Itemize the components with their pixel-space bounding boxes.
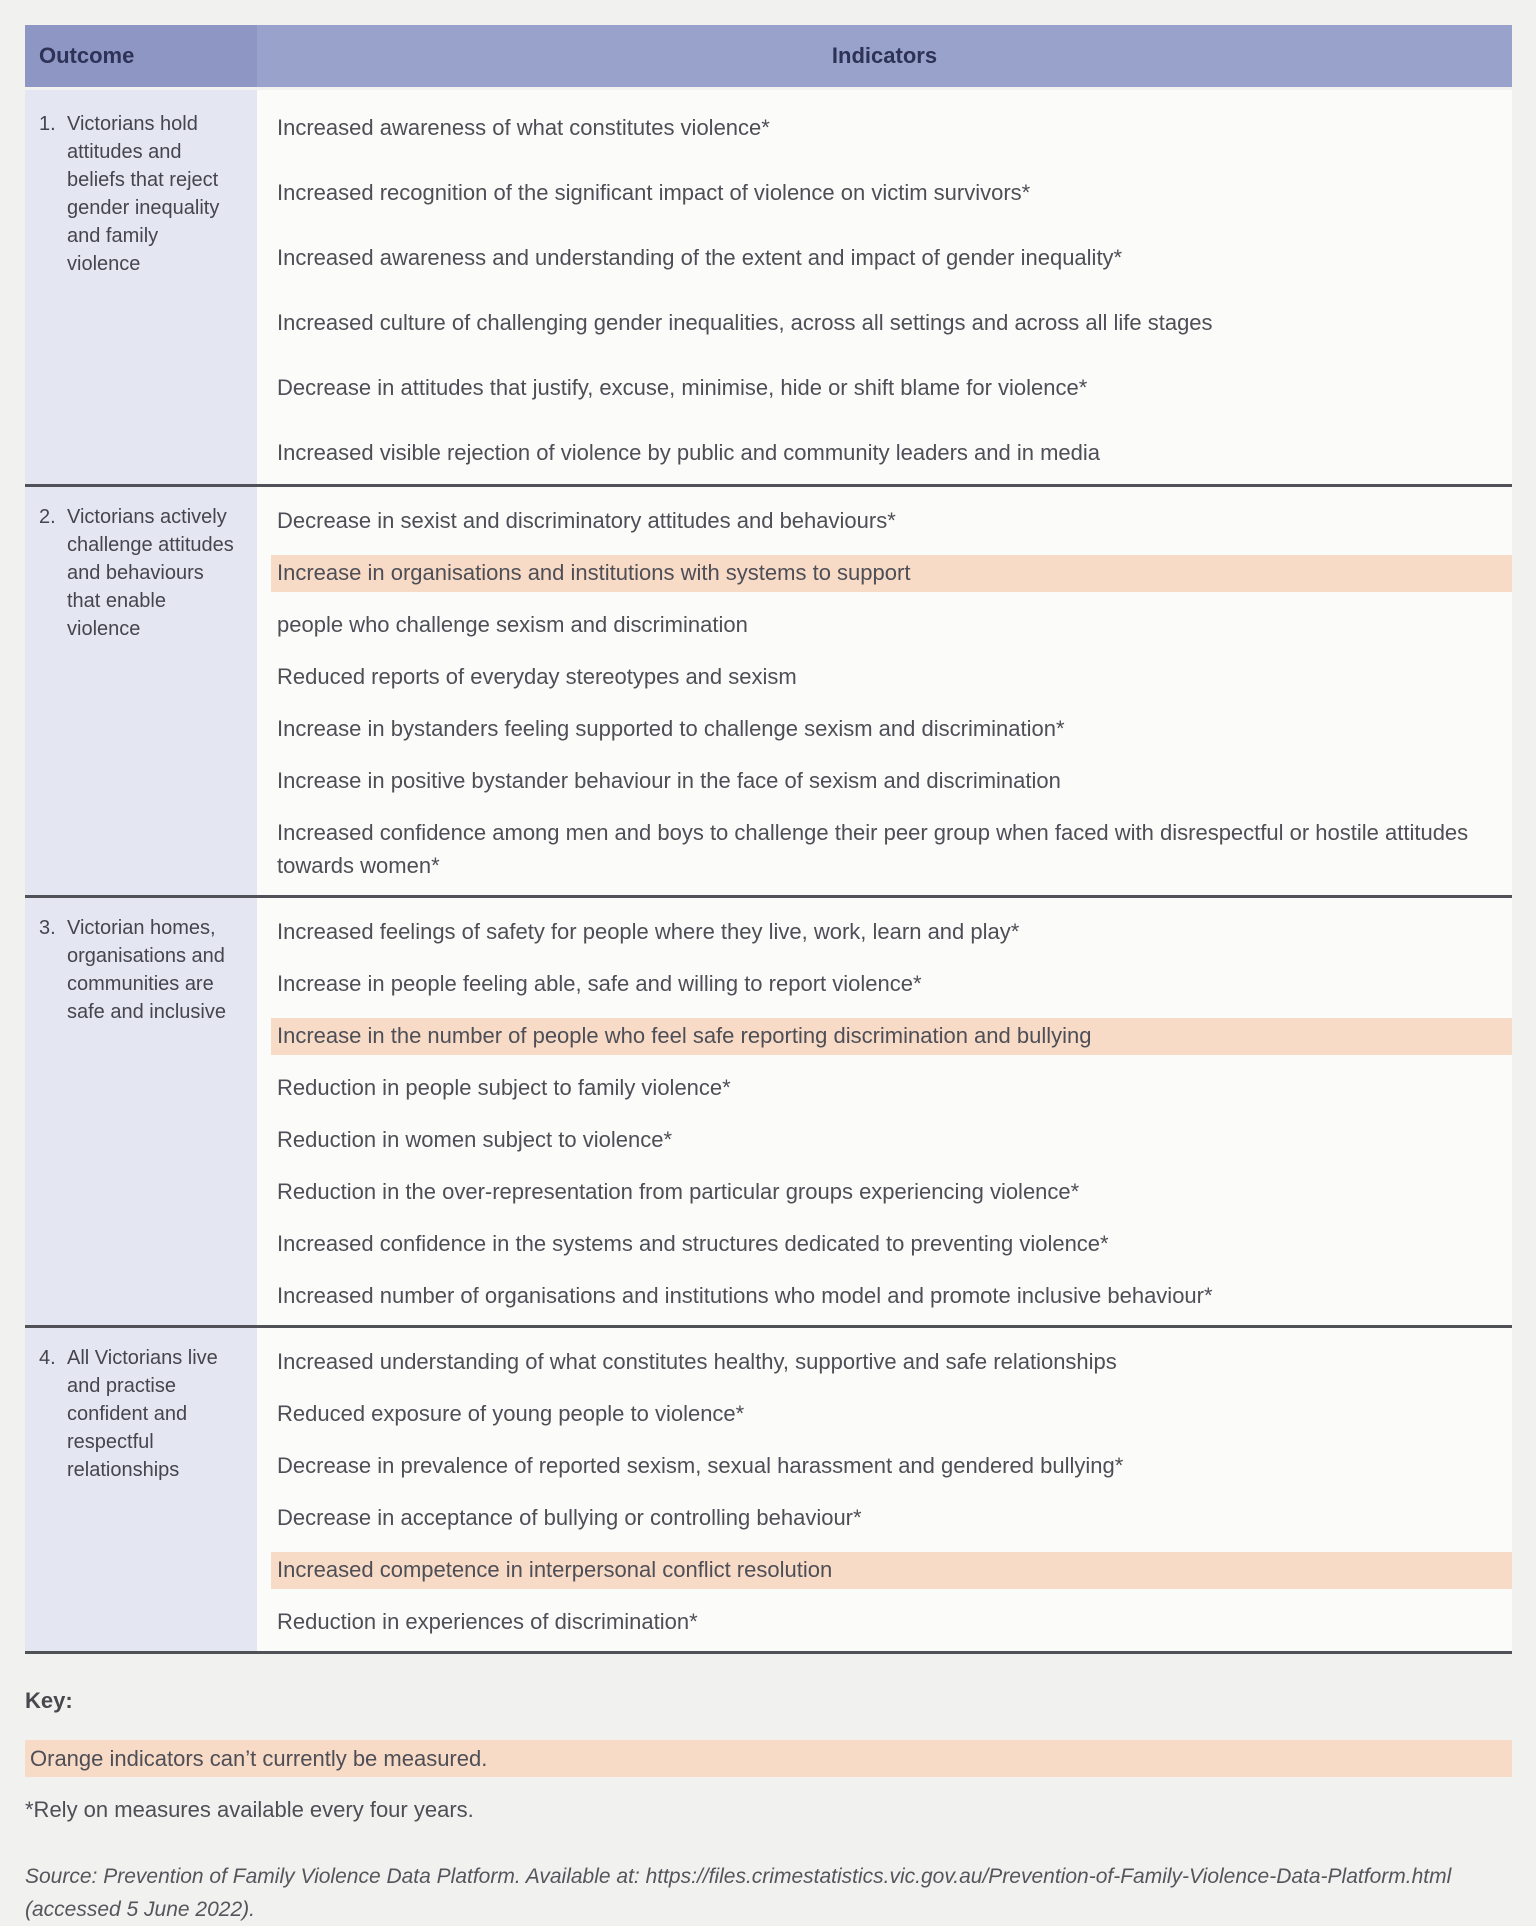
- key-label: Key:: [25, 1688, 73, 1713]
- indicator-item: Increase in organisations and institutions with systems to support: [271, 555, 1512, 592]
- outcome-column-header: Outcome: [25, 25, 257, 87]
- outcome-cell-4: [25, 1328, 257, 1651]
- key-section: [25, 1688, 1512, 1926]
- indicator-item: Increased feelings of safety for people where they live, work, learn and play*: [277, 919, 1020, 944]
- indicator-item: Decrease in acceptance of bullying or controlling behaviour*: [277, 1505, 862, 1530]
- table-header-row: [25, 25, 1512, 87]
- outcome-cell-2: [25, 487, 257, 895]
- table-body: [25, 90, 1512, 1654]
- indicator-item: people who challenge sexism and discrimination: [277, 612, 748, 637]
- indicators-cell-1: [257, 90, 1512, 484]
- indicator-item: Decrease in attitudes that justify, excuse, minimise, hide or shift blame for violence*: [277, 375, 1088, 400]
- outcome-row-1: [25, 90, 1512, 484]
- indicators-cell-3: [257, 898, 1512, 1325]
- outcome-number: 2.: [39, 506, 56, 528]
- outcome-cell-1: [25, 90, 257, 484]
- indicator-item: Reduction in experiences of discrimination*: [277, 1609, 698, 1634]
- indicators-cell-4: [257, 1328, 1512, 1651]
- indicator-item: Decrease in sexist and discriminatory attitudes and behaviours*: [277, 508, 896, 533]
- indicator-item: Increase in bystanders feeling supported to challenge sexism and discrimination*: [277, 716, 1065, 741]
- outcome-row-3: [25, 895, 1512, 1325]
- indicator-item: Reduced reports of everyday stereotypes and sexism: [277, 664, 797, 689]
- indicator-item: Reduction in the over-representation from particular groups experiencing violence*: [277, 1179, 1080, 1204]
- outcome-cell-3: [25, 898, 257, 1325]
- indicators-column-header: Indicators: [257, 25, 1512, 87]
- outcome-row-4: [25, 1325, 1512, 1651]
- indicator-item: Increased visible rejection of violence by public and community leaders and in media: [277, 440, 1101, 465]
- indicator-item: Reduction in people subject to family violence*: [277, 1075, 731, 1100]
- indicator-item: Reduced exposure of young people to violence*: [277, 1401, 745, 1426]
- indicator-item: Increased recognition of the significant impact of violence on victim survivors*: [277, 180, 1031, 205]
- outcome-number: 3.: [39, 917, 56, 939]
- outcome-number: 4.: [39, 1347, 56, 1369]
- indicator-item: Increased awareness and understanding of the extent and impact of gender inequality*: [277, 245, 1123, 270]
- outcome-text: Victorians hold attitudes and beliefs that reject gender inequality and family violence: [67, 113, 220, 275]
- indicator-item: Increased number of organisations and institutions who model and promote inclusive behaviour*: [277, 1283, 1213, 1308]
- outcome-text: Victorians actively challenge attitudes and behaviours that enable violence: [67, 506, 234, 640]
- outcome-text: All Victorians live and practise confident and respectful relationships: [67, 1347, 218, 1481]
- outcomes-indicators-table: [25, 25, 1512, 1654]
- indicator-item: Increased confidence among men and boys to challenge their peer group when faced with disrespectful or hostile attitudes towards women*: [277, 820, 1469, 878]
- outcome-row-2: [25, 484, 1512, 895]
- key-orange-note: Orange indicators can’t currently be measured.: [25, 1740, 1512, 1777]
- indicators-cell-2: [257, 487, 1512, 895]
- outcome-number: 1.: [39, 113, 56, 135]
- key-asterisk-note: *Rely on measures available every four years.: [25, 1797, 474, 1822]
- indicator-item: Increased awareness of what constitutes violence*: [277, 115, 770, 140]
- indicator-item: Increase in people feeling able, safe and willing to report violence*: [277, 971, 922, 996]
- indicator-item: Increased competence in interpersonal conflict resolution: [271, 1552, 1512, 1589]
- indicator-item: Decrease in prevalence of reported sexism, sexual harassment and gendered bullying*: [277, 1453, 1124, 1478]
- indicator-item: Increased understanding of what constitutes healthy, supportive and safe relationships: [277, 1349, 1117, 1374]
- indicator-item: Increase in the number of people who feel safe reporting discrimination and bullying: [271, 1018, 1512, 1055]
- indicator-item: Reduction in women subject to violence*: [277, 1127, 673, 1152]
- outcome-text: Victorian homes, organisations and communities are safe and inclusive: [67, 917, 226, 1023]
- source-citation: Source: Prevention of Family Violence Data Platform. Available at: https://files.crimestatistics.vic.gov.au/Prevention-of-Family-Violence-Data-Platform.html (accessed 5 June 2022).: [25, 1865, 1452, 1921]
- indicator-item: Increased culture of challenging gender inequalities, across all settings and across all life stages: [277, 310, 1213, 335]
- indicator-item: Increase in positive bystander behaviour in the face of sexism and discrimination: [277, 768, 1061, 793]
- indicator-item: Increased confidence in the systems and structures dedicated to preventing violence*: [277, 1231, 1109, 1256]
